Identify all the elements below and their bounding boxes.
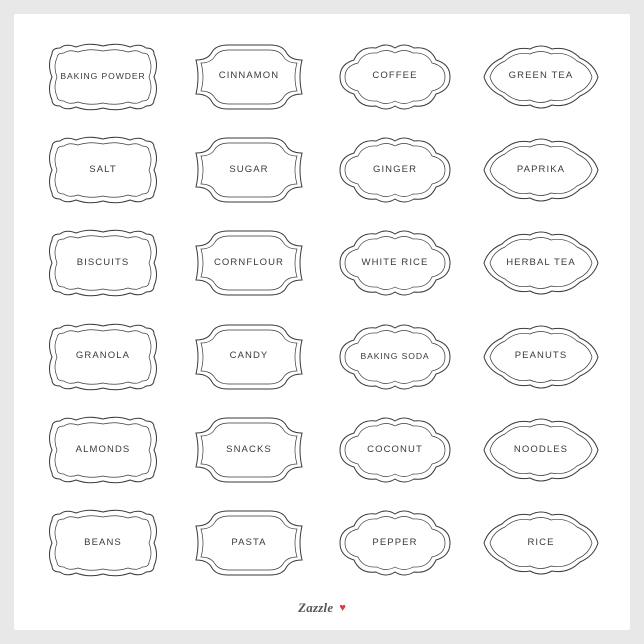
label-shape-bracket-frame [188, 133, 310, 207]
label-item[interactable] [178, 123, 320, 216]
label-item[interactable] [32, 217, 174, 310]
label-item[interactable] [32, 497, 174, 590]
label-text: NOODLES [513, 443, 569, 455]
label-shape-wavy-oval [480, 320, 602, 394]
label-text: CINNAMON [218, 70, 280, 82]
label-shape-bracket-frame [188, 40, 310, 114]
label-text: BAKING POWDER [60, 70, 146, 81]
label-shape-ogee-frame [334, 506, 456, 580]
label-shape-ogee-frame [334, 413, 456, 487]
label-text: COCONUT [367, 443, 423, 455]
label-text: WHITE RICE [361, 257, 429, 269]
label-shape-ogee-frame [334, 320, 456, 394]
label-shape-ornate-scallop [42, 320, 164, 394]
label-item[interactable] [178, 30, 320, 123]
label-item[interactable] [178, 310, 320, 403]
label-shape-ogee-frame [334, 133, 456, 207]
label-text: BISCUITS [76, 257, 130, 269]
label-text: PASTA [231, 537, 267, 549]
heart-icon: ♥ [339, 601, 346, 614]
label-item[interactable] [32, 123, 174, 216]
label-item[interactable] [324, 310, 466, 403]
label-item[interactable] [32, 403, 174, 496]
label-item[interactable] [324, 217, 466, 310]
label-text: COFFEE [372, 70, 418, 82]
label-text: CORNFLOUR [213, 257, 285, 269]
label-text: BEANS [84, 537, 122, 549]
label-item[interactable] [470, 123, 612, 216]
label-shape-bracket-frame [188, 320, 310, 394]
label-shape-ornate-scallop [42, 226, 164, 300]
footer-branding [14, 600, 630, 616]
label-shape-ogee-frame [334, 226, 456, 300]
label-item[interactable] [178, 403, 320, 496]
label-text: PAPRIKA [516, 163, 566, 175]
label-item[interactable] [32, 310, 174, 403]
label-text: HERBAL TEA [506, 257, 576, 269]
label-text: BAKING SODA [360, 350, 430, 361]
label-shape-ornate-scallop [42, 133, 164, 207]
label-item[interactable] [324, 30, 466, 123]
label-text: GINGER [372, 163, 418, 175]
label-text: SUGAR [229, 163, 269, 175]
label-shape-ornate-scallop [42, 506, 164, 580]
label-item[interactable] [32, 30, 174, 123]
label-text: PEANUTS [514, 350, 568, 362]
label-shape-ogee-frame [334, 40, 456, 114]
label-text: SALT [89, 163, 117, 175]
label-shape-wavy-oval [480, 133, 602, 207]
label-shape-wavy-oval [480, 506, 602, 580]
label-item[interactable] [324, 123, 466, 216]
label-item[interactable] [470, 497, 612, 590]
label-item[interactable] [470, 310, 612, 403]
label-shape-wavy-oval [480, 226, 602, 300]
label-text: CANDY [229, 350, 269, 362]
label-shape-bracket-frame [188, 226, 310, 300]
label-text: SNACKS [226, 443, 272, 455]
label-item[interactable] [324, 497, 466, 590]
label-item[interactable] [470, 217, 612, 310]
label-text: GREEN TEA [508, 70, 574, 82]
label-shape-ornate-scallop [42, 413, 164, 487]
label-item[interactable] [470, 30, 612, 123]
label-text: ALMONDS [75, 443, 131, 455]
label-shape-wavy-oval [480, 413, 602, 487]
sticker-sheet [14, 14, 630, 630]
label-text: RICE [527, 537, 555, 549]
label-item[interactable] [178, 217, 320, 310]
label-item[interactable] [324, 403, 466, 496]
label-text: GRANOLA [75, 350, 131, 362]
label-item[interactable] [470, 403, 612, 496]
label-shape-wavy-oval [480, 40, 602, 114]
label-text: PEPPER [372, 537, 418, 549]
zazzle-logo: Zazzle [298, 600, 334, 615]
label-shape-bracket-frame [188, 506, 310, 580]
label-shape-ornate-scallop [42, 40, 164, 114]
label-grid [32, 30, 612, 590]
label-item[interactable] [178, 497, 320, 590]
label-shape-bracket-frame [188, 413, 310, 487]
